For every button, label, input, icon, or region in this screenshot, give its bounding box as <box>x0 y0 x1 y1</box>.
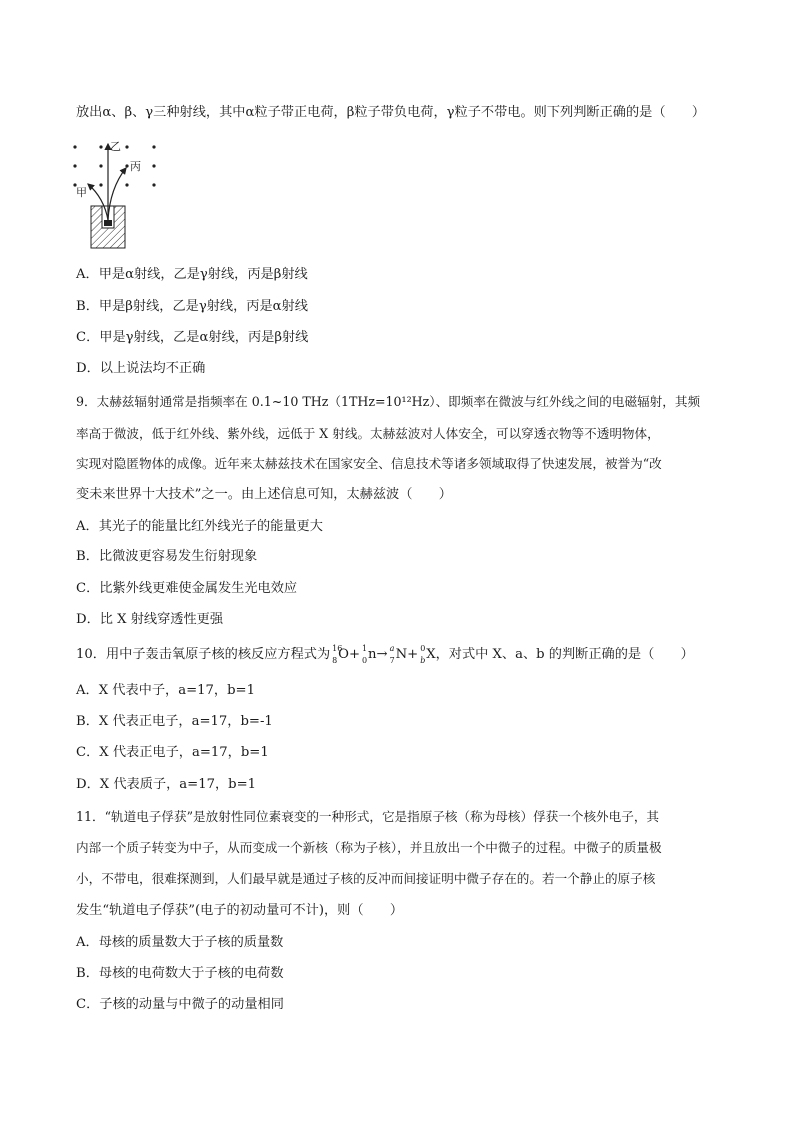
x-charge-number: b <box>420 656 426 665</box>
q10-option-a: A．X 代表中子，a=17，b=1 <box>76 683 255 698</box>
radiation-field-figure <box>64 138 174 253</box>
nitrogen-symbol: N <box>395 647 408 662</box>
q11-line-3: 小，不带电，很难探测到，人们最早就是通过子核的反冲而间接证明中微子存在的。若一个静止的原子核 <box>76 871 656 886</box>
q9-option-d: D．比 X 射线穿透性更强 <box>76 612 224 627</box>
q11-line-2: 内部一个质子转变为中子，从而变成一个新核（称为子核），并且放出一个中微子的过程。中微子的质量极 <box>76 840 662 855</box>
x-symbol: X <box>426 647 436 662</box>
q11-option-a: A．母核的质量数大于子核的质量数 <box>76 935 284 950</box>
q8-option-b: B．甲是β射线，乙是γ射线，丙是α射线 <box>76 299 308 314</box>
q10-stem <box>76 646 694 664</box>
nuclide-neutron <box>362 644 377 665</box>
q9-option-c: C．比紫外线更难使金属发生光电效应 <box>76 581 298 596</box>
q9-option-a: A．其光子的能量比红外线光子的能量更大 <box>76 519 323 534</box>
q8-stem: 放出α、β、γ三种射线，其中α粒子带正电荷，β粒子带负电荷，γ粒子不带电。则下列判断正确的是（ ） <box>76 105 706 120</box>
label-jia: 甲 <box>76 186 87 199</box>
nuclide-oxygen <box>332 644 349 665</box>
nuclide-nitrogen <box>389 644 408 665</box>
label-bing: 丙 <box>130 160 141 173</box>
oxygen-mass-number: 16 <box>332 644 343 653</box>
neutron-mass-number: 1 <box>362 644 368 653</box>
q10-prefix: 10．用中子轰击氧原子核的核反应方程式为 <box>76 647 331 662</box>
q11-option-b: B．母核的电荷数大于子核的电荷数 <box>76 966 284 981</box>
q9-line-1: 9．太赫兹辐射通常是指频率在 0.1~10 THz（1THz=10¹²Hz）、即频率在微波与红外线之间的电磁辐射，其频 <box>76 394 701 409</box>
q9-line-2: 率高于微波，低于红外线、紫外线，远低于 X 射线。太赫兹波对人体安全，可以穿透衣物等不透明物体， <box>76 426 660 441</box>
q8-option-a: A．甲是α射线，乙是γ射线，丙是β射线 <box>76 267 308 282</box>
q8-option-d: D．以上说法均不正确 <box>76 361 206 376</box>
q10-suffix: ，对式中 X、a、b 的判断正确的是（ ） <box>435 647 694 662</box>
nitrogen-mass-number: a <box>389 644 395 653</box>
oxygen-symbol: O <box>338 647 349 662</box>
neutron-charge-number: 0 <box>362 656 368 665</box>
q9-line-4: 变未来世界十大技术”之一。由上述信息可知，太赫兹波（ ） <box>76 487 452 502</box>
q9-option-b: B．比微波更容易发生衍射现象 <box>76 549 258 564</box>
q11-line-4: 发生“轨道电子俘获”(电子的初动量可不计)，则（ ） <box>76 903 404 918</box>
x-mass-number: 0 <box>420 644 426 653</box>
q10-option-b: B．X 代表正电子，a=17，b=-1 <box>76 714 273 729</box>
q8-option-c: C．甲是γ射线，乙是α射线，丙是β射线 <box>76 330 309 345</box>
q10-option-d: D．X 代表质子，a=17，b=1 <box>76 777 257 792</box>
nuclide-x <box>420 644 436 665</box>
q11-option-c: C．子核的动量与中微子的动量相同 <box>76 997 284 1012</box>
label-yi: 乙 <box>110 140 121 153</box>
q9-line-3: 实现对隐匿物体的成像。近年来太赫兹技术在国家安全、信息技术等诸多领域取得了快速发展，被誉为“改 <box>76 456 662 471</box>
neutron-symbol: n <box>368 647 377 662</box>
reaction-arrow: → <box>376 647 388 662</box>
plus-sign-2: + <box>407 647 419 662</box>
q11-line-1: 11．“轨道电子俘获”是放射性同位素衰变的一种形式，它是指原子核（称为母核）俘获一个核外电子，其 <box>76 809 660 824</box>
oxygen-atomic-number: 8 <box>332 656 338 665</box>
q10-option-c: C．X 代表正电子，a=17，b=1 <box>76 745 269 760</box>
plus-sign-1: + <box>348 647 361 662</box>
nitrogen-atomic-number: 7 <box>389 656 395 665</box>
